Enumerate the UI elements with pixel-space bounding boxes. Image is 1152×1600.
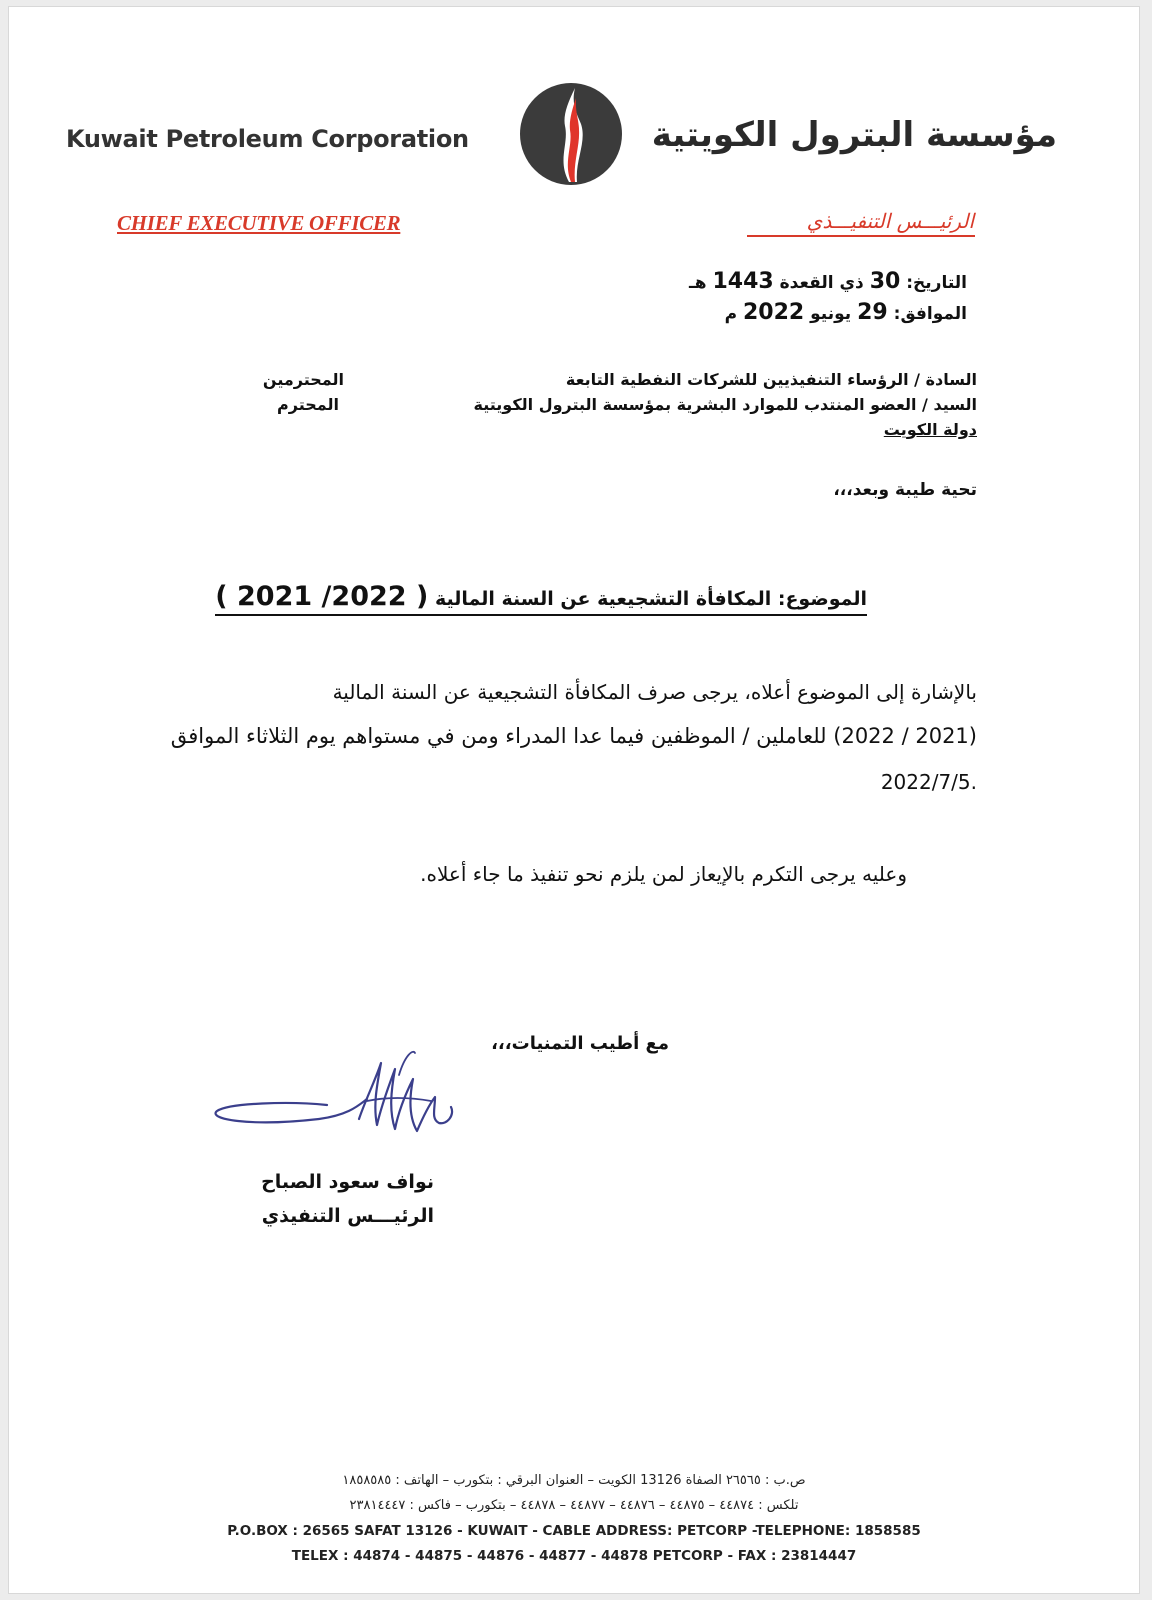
footer-arabic-line-1: ص.ب : ٢٦٥٦٥ الصفاة 13126 الكويت – العنوان البرقي : بتكورب – الهاتف : ١٨٥٨٥٨٥ [342, 1473, 806, 1488]
gregorian-date [725, 300, 967, 325]
honorific-plural: المحترمين [262, 370, 344, 389]
body-line-3: .2022/7/5 [880, 770, 977, 794]
closing-request: وعليه يرجى التكرم بالإيعاز لمن يلزم نحو تنفيذ ما جاء أعلاه. [420, 862, 907, 886]
addressee-line-1: السادة / الرؤساء التنفيذيين للشركات النفطية التابعة [565, 370, 977, 389]
hijri-label: التاريخ: [906, 273, 967, 293]
honorific-singular: المحترم [277, 395, 339, 414]
gregorian-year: 2022 [742, 300, 805, 325]
english-officer-title: CHIEF EXECUTIVE OFFICER [117, 211, 401, 235]
footer-arabic-line-2: تلكس : ٤٤٨٧٤ – ٤٤٨٧٥ – ٤٤٨٧٦ – ٤٤٨٧٧ – ٤٤٨٧٨ – بتكورب – فاكس : ٢٣٨١٤٤٤٧ [349, 1498, 799, 1513]
hijri-year: 1443 [712, 269, 774, 294]
addressee-line-2: السيد / العضو المنتدب للموارد البشرية بمؤسسة البترول الكويتية [473, 395, 977, 414]
footer-english-line-1: P.O.BOX : 26565 SAFAT 13126 - KUWAIT - CABLE ADDRESS: PETCORP -TELEPHONE: 1858585 [227, 1523, 921, 1539]
subject-year: ( 2022/ 2021 ) [215, 581, 429, 612]
hijri-month: ذي القعدة [779, 273, 864, 293]
arabic-title-underline [747, 235, 975, 237]
kpc-logo [519, 82, 623, 186]
subject-line [215, 581, 867, 616]
hijri-day: 30 [869, 269, 901, 294]
gregorian-month: يونيو [810, 304, 852, 324]
letter-page [8, 6, 1140, 1594]
addressee-line-3: دولة الكويت [883, 420, 977, 439]
signatory-name: نواف سعود الصباح [261, 1171, 434, 1193]
arabic-company-name: مؤسسة البترول الكويتية [651, 115, 1057, 155]
body-line-1: بالإشارة إلى الموضوع أعلاه، يرجى صرف المكافأة التشجيعية عن السنة المالية [332, 680, 977, 704]
footer-english-line-2: TELEX : 44874 - 44875 - 44876 - 44877 - 44878 PETCORP - FAX : 23814447 [291, 1548, 857, 1564]
greeting: تحية طيبة وبعد،،، [833, 480, 977, 500]
hijri-suffix: هـ [688, 273, 707, 293]
subject-label: الموضوع: المكافأة التشجيعية عن السنة المالية [434, 588, 867, 610]
handwritten-signature [209, 1045, 469, 1165]
regards: مع أطيب التمنيات،،، [491, 1033, 669, 1054]
arabic-officer-title: الرئيـــس التنفيـــذي [806, 209, 974, 233]
signatory-title: الرئيـــس التنفيذي [261, 1205, 434, 1227]
gregorian-day: 29 [857, 300, 888, 325]
hijri-date [689, 269, 967, 294]
gregorian-suffix: م [724, 304, 738, 324]
gregorian-label: الموافق: [893, 304, 967, 324]
body-line-2: (2021 / 2022) للعاملين / الموظفين فيما عدا المدراء ومن في مستواهم يوم الثلاثاء الموافق [170, 724, 977, 748]
english-company-name: Kuwait Petroleum Corporation [66, 125, 469, 153]
